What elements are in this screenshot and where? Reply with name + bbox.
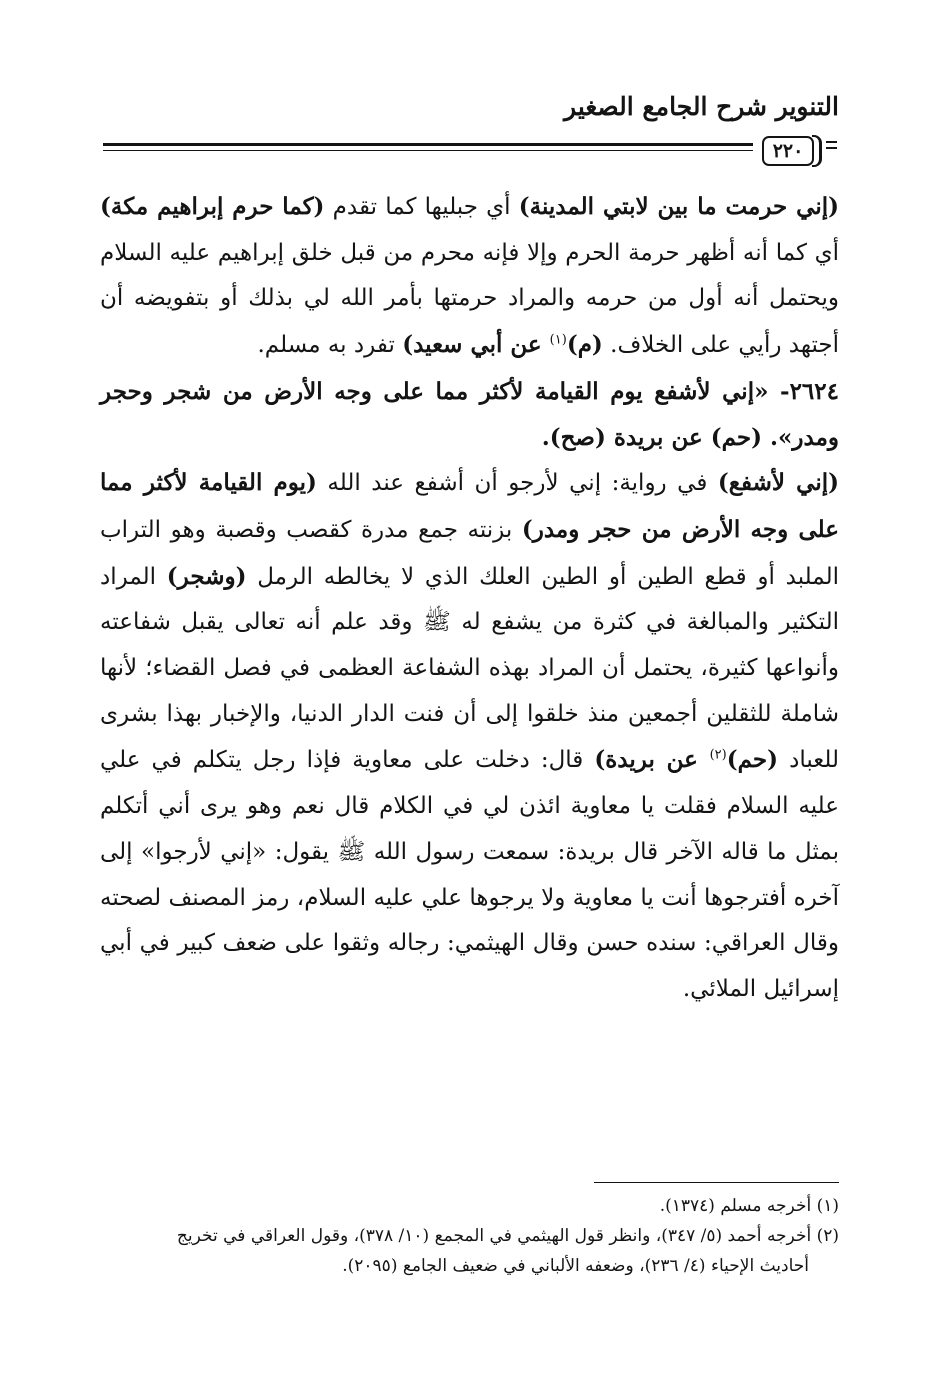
commentary-text: في رواية: إني لأرجو أن أشفع عند الله — [316, 470, 718, 497]
narrator-name: عن بريدة) — [594, 746, 710, 774]
footnotes — [100, 1191, 839, 1281]
page-number-mark — [826, 141, 837, 149]
commentary-text: أي كما أنه أظهر حرمة الحرم وإلا فإنه محرم من قبل خلق إبراهيم عليه السلام ويحتمل أنه أول من حرمه والمراد حرمتها بأمر الله لي بذلك أو بتفويضه أن أجتهد رأيي على الخلاف. — [100, 239, 839, 359]
page-number: ٢٢٠ — [762, 136, 814, 166]
footnote-2-continuation: أحاديث الإحياء (٤/ ٢٣٦)، وضعفه الألباني في ضعيف الجامع (٢٠٩٥). — [342, 1256, 809, 1276]
header-rule-thin — [103, 150, 753, 151]
quoted-text: (إني لأشفع) — [717, 469, 840, 497]
quoted-text: (إني حرمت ما بين لابتي المدينة) — [518, 193, 839, 220]
paragraph-commentary-2 — [100, 460, 839, 1012]
footnote-ref: (١) — [549, 332, 567, 348]
paragraph-commentary-1 — [100, 184, 839, 369]
hadith-text: ٢٦٢٤- «إني لأشفع يوم القيامة لأكثر مما على وجه الأرض من شجر وحجر ومدر». (حم) عن بريدة (صح). — [100, 377, 839, 451]
footnote-2: (٢) أخرجه أحمد (٥/ ٣٤٧)، وانظر قول الهيثمي في المجمع (١٠/ ٣٧٨)، وقول العراقي في تخريج — [176, 1226, 839, 1246]
main-text — [100, 184, 839, 1013]
source-code: (حم) — [726, 746, 779, 774]
page-number-bracket — [812, 135, 822, 167]
quoted-text: (وشجر) — [166, 562, 247, 590]
header-rule-thick — [103, 143, 753, 146]
quoted-text: (يوم القيامة لأكثر مما على وجه الأرض من حجر ومدر) — [100, 469, 839, 543]
commentary-text: أي جبليها كما تقدم — [324, 194, 519, 220]
hadith-entry — [100, 369, 839, 460]
commentary-text: بزنته جمع مدرة كقصب وقصبة وهو التراب الملبد أو قطع الطين أو الطين العلك الذي لا يخالطه الرمل — [100, 516, 839, 590]
commentary-text: المراد التكثير والمبالغة في كثرة من يشفع له ﷺ وقد علم أنه تعالى يقبل شفاعته وأنواعها كثيرة، يحتمل أن المراد بهذه الشفاعة العظمى في فصل القضاء؛ لأنها شاملة للثقلين أجمعين منذ خلقوا إلى أن فنت الدار الدنيا، والإخبار بهذا بشرى للعباد — [100, 563, 839, 774]
commentary-text: تفرد به مسلم. — [257, 332, 403, 359]
footnote-ref: (٢) — [709, 747, 727, 763]
quoted-text: (كما حرم إبراهيم مكة) — [100, 193, 325, 220]
footnote-separator — [594, 1182, 839, 1183]
narrator-name: عن أبي سعيد) — [402, 331, 550, 359]
running-title: التنوير شرح الجامع الصغير — [564, 92, 839, 121]
source-code: (م) — [566, 331, 603, 359]
footnote-1: (١) أخرجه مسلم (١٣٧٤). — [659, 1196, 839, 1216]
commentary-text: قال: دخلت على معاوية فإذا رجل يتكلم في علي عليه السلام فقلت يا معاوية ائذن لي في الكلام قال نعم وهو يرى أني أتكلم بمثل ما قاله الآخر قال بريدة: سمعت رسول الله ﷺ يقول: «إني لأرجوا» إلى آخره أفترجوها أنت يا معاوية ولا يرجوها علي عليه السلام، رمز المصنف لصحته وقال العراقي: سنده حسن وقال الهيثمي: رجاله وثقوا على ضعف كبير في أبي إسرائيل الملائي. — [100, 747, 839, 1002]
